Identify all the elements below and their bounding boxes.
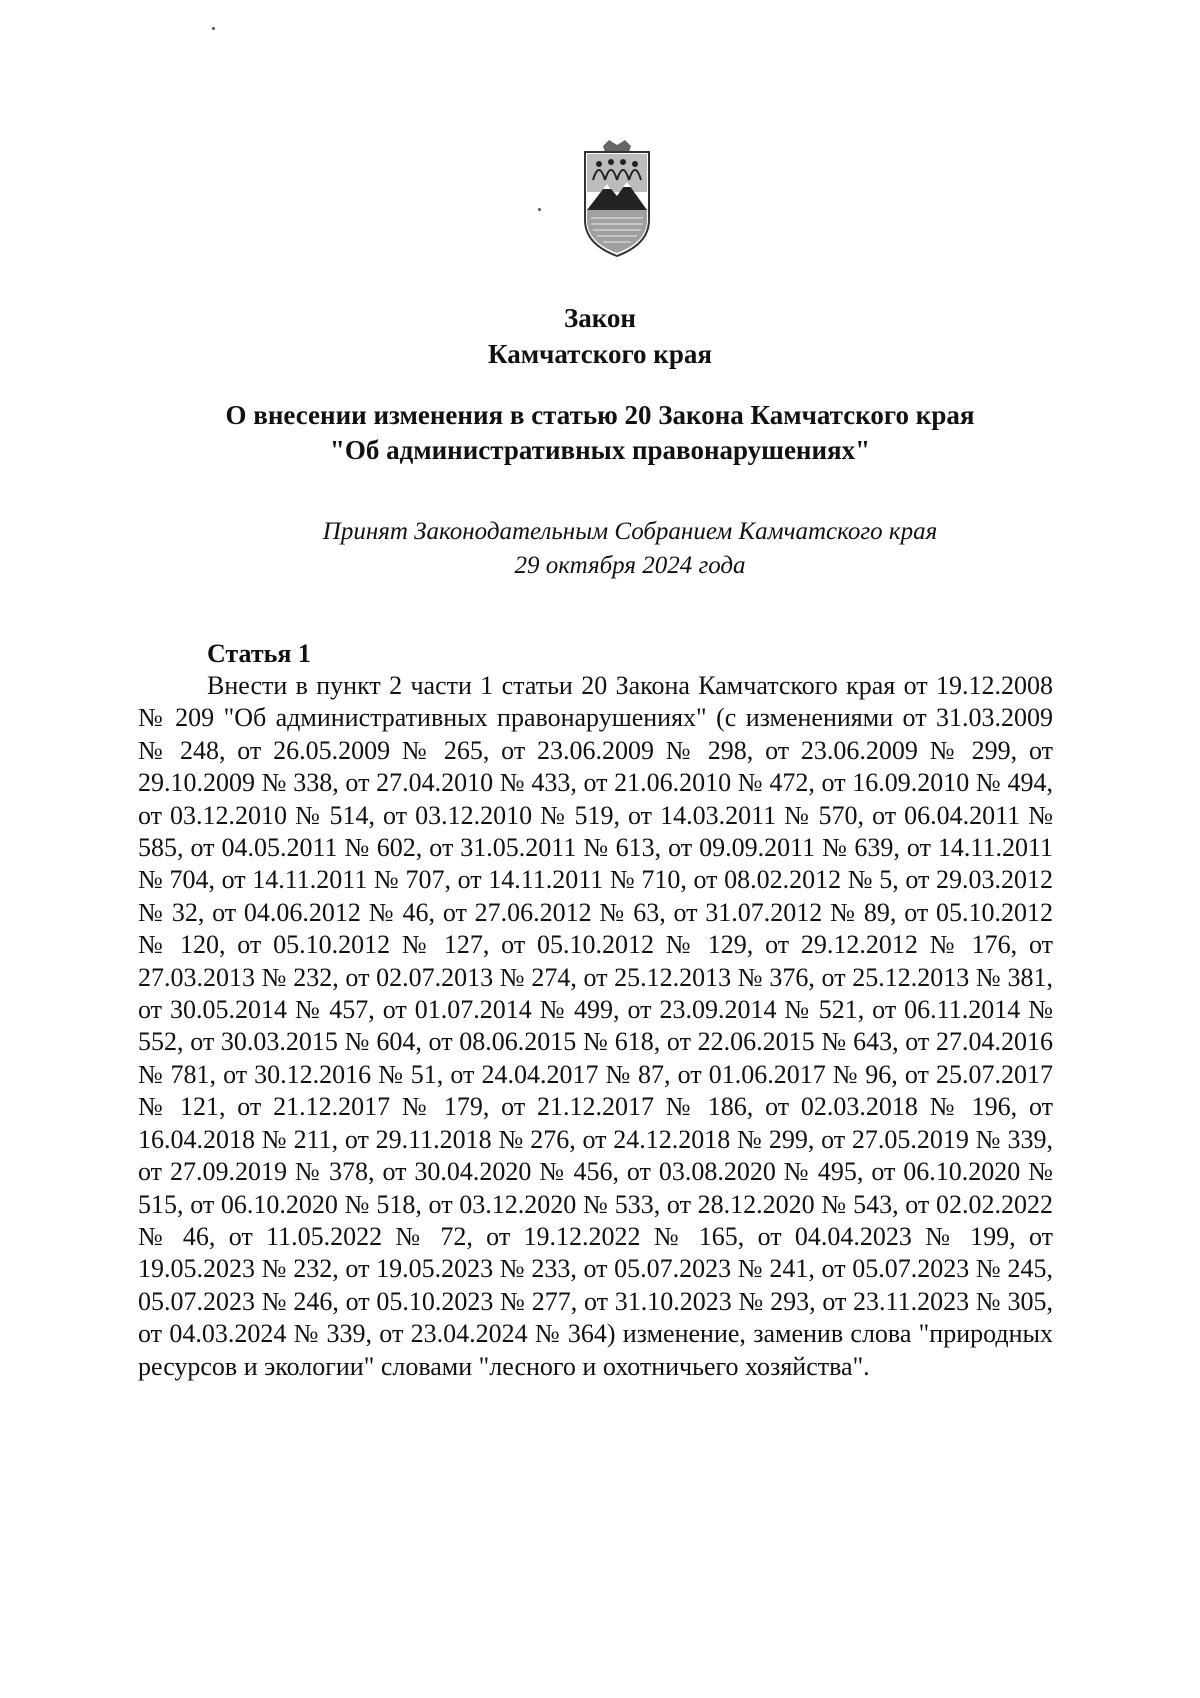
adopting-body: Принят Законодательным Собранием Камчатского края — [322, 518, 938, 545]
article-1-heading: Статья 1 — [207, 639, 311, 668]
law-title-line-1: О внесении изменения в статью 20 Закона Камчатского края — [225, 400, 975, 430]
document-header — [0, 300, 1200, 372]
kamchatka-coat-of-arms-icon — [583, 140, 651, 260]
issuing-region: Камчатского края — [488, 339, 712, 369]
article-1-text: Внести в пункт 2 части 1 статьи 20 Закона Камчатского края от 19.12.2008 № 209 "Об административных правонарушениях" (с изменениями от 31.03.2009 № 248, от 26.05.2009 № 265, от 23.06.2009 № 298, от 23.06.2009 № 299, от 29.10.2009 № 338, от 27.04.2010 № 433, от 21.06.2010 № 472, от 16.09.2010 № 494, от 03.12.2010 № 514, от 03.12.2010 № 519, от 14.03.2011 № 570, от 06.04.2011 № 585, от 04.05.2011 № 602, от 31.05.2011 № 613, от 09.09.2011 № 639, от 14.11.2011 № 704, от 14.11.2011 № 707, от 14.11.2011 № 710, от 08.02.2012 № 5, от 29.03.2012 № 32, от 04.06.2012 № 46, от 27.06.2012 № 63, от 31.07.2012 № 89, от 05.10.2012 № 120, от 05.10.2012 № 127, от 05.10.2012 № 129, от 29.12.2012 № 176, от 27.03.2013 № 232, от 02.07.2013 № 274, от 25.12.2013 № 376, от 25.12.2013 № 381, от 30.05.2014 № 457, от 01.07.2014 № 499, от 23.09.2014 № 521, от 06.11.2014 № 552, от 30.03.2015 № 604, от 08.06.2015 № 618, от 22.06.2015 № 643, от 27.04.2016 № 781, от 30.12.2016 № 51, от 24.04.2017 № 87, от 01.06.2017 № 96, от 25.07.2017 № 121, от 21.12.2017 № 179, от 21.12.2017 № 186, от 02.03.2018 № 196, от 16.04.2018 № 211, от 29.11.2018 № 276, от 24.12.2018 № 299, от 27.05.2019 № 339, от 27.09.2019 № 378, от 30.04.2020 № 456, от 03.08.2020 № 495, от 06.10.2020 № 515, от 06.10.2020 № 518, от 03.12.2020 № 533, от 28.12.2020 № 543, от 02.02.2022 № 46, от 11.05.2022 № 72, от 19.12.2022 № 165, от 04.04.2023 № 199, от 19.05.2023 № 232, от 19.05.2023 № 233, от 05.07.2023 № 241, от 05.07.2023 № 245, 05.07.2023 № 246, от 05.10.2023 № 277, от 31.10.2023 № 293, от 23.11.2023 № 305, от 04.03.2024 № 339, от 23.04.2024 № 364) изменение, заменив слова "природных ресурсов и экологии" словами "лесного и охотничьего хозяйства". — [138, 671, 1053, 1381]
document-type: Закон — [563, 303, 636, 333]
scan-speck — [212, 27, 215, 30]
scan-speck — [538, 208, 541, 211]
adoption-date: 29 октября 2024 года — [514, 552, 746, 579]
law-title-line-2: "Об административных правонарушениях" — [329, 435, 871, 465]
adoption-note — [0, 515, 1200, 583]
law-title — [0, 398, 1200, 468]
